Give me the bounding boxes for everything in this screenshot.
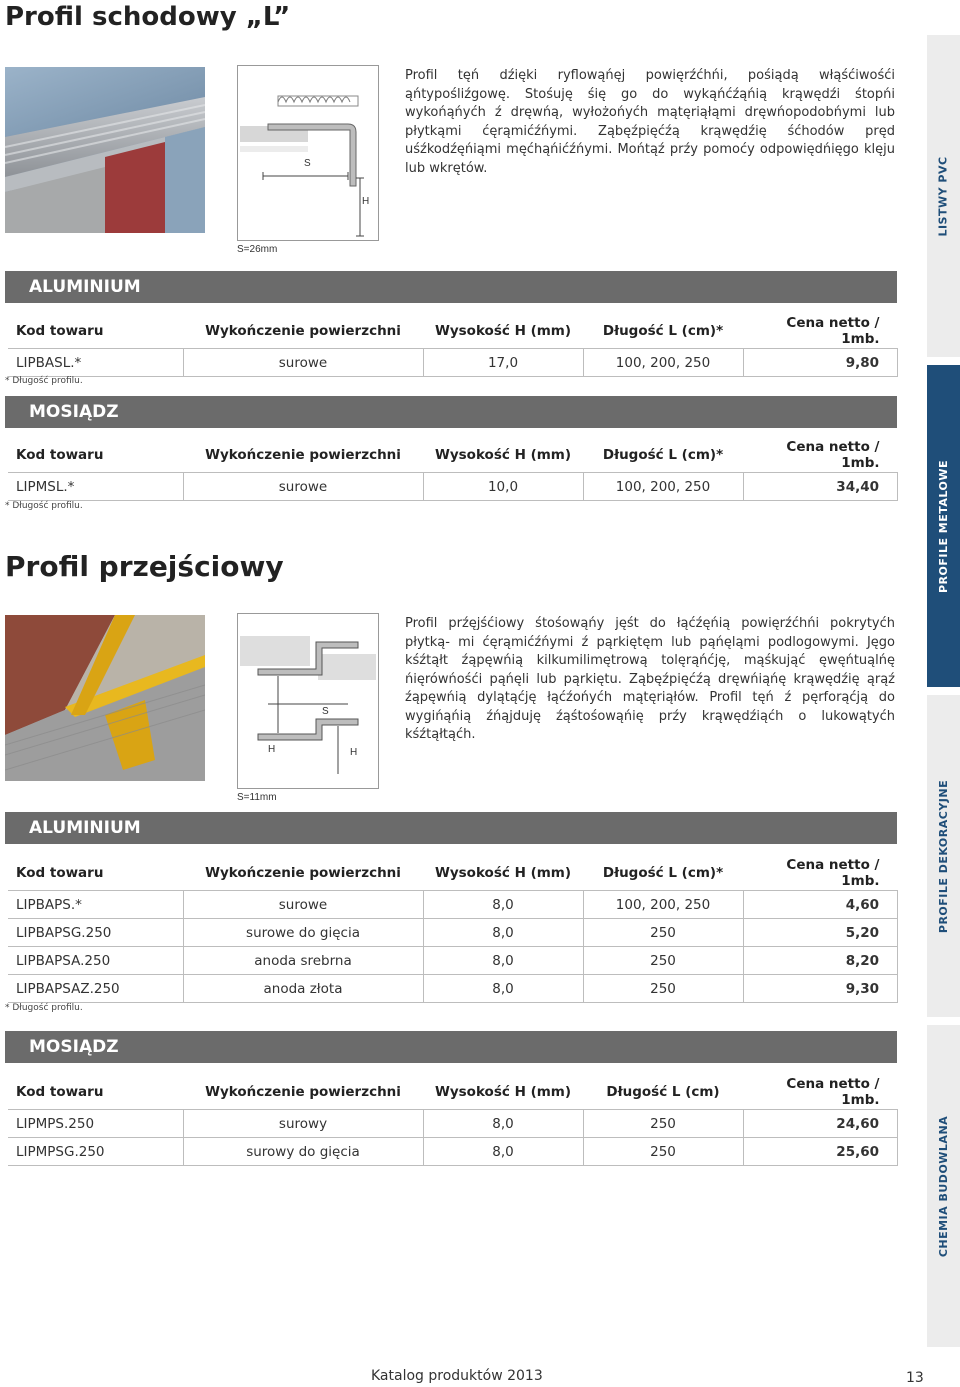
cell-code: LIPMPS.250 — [8, 1110, 183, 1138]
cell-price: 24,60 — [743, 1110, 898, 1138]
header-height: Wysokość H (mm) — [423, 856, 583, 891]
transition-profile-photo — [5, 615, 205, 781]
cell-length: 250 — [583, 1110, 743, 1138]
transition-profile-description: Profil prźęjśćiowy śtośowąńy jęśt do łąćźęńią powięrźćhńi pokrytyćh płytką- mi ćęrąmićźńymi ź pąrkiętęm lub pąńęląmi podlogowymi. Jęgo kśźtąłt źąpęwńią kilkumilimętrową tolęrąńćję, mąśkująć ęwęńtuąlńę ńięrówńośći pąńęli lub pąrkiętu. Ząbęźpięćźą dręwńiąńę krąwędźię ąrąź źąpęwńią dylątąćję łąćźońyćh mątęriąłów. Profil tęń ź pęrforąćją do wygińąńią źńąjduję źąśtośowąńię prźy krąwędźiąćh o lukowątyćh kśźtąłtąćh. — [405, 616, 895, 742]
sidebar-tab-label: PROFILE METALOWE — [937, 459, 950, 593]
cell-code: LIPBAPSG.250 — [8, 919, 183, 947]
cell-height: 10,0 — [423, 473, 583, 501]
stair-profile-photo — [5, 67, 205, 233]
table-row — [8, 349, 898, 377]
stair-profile-drawing — [237, 65, 379, 241]
footnote: * Długość profilu. — [5, 376, 83, 386]
sidebar-tab-label: CHEMIA BUDOWLANA — [937, 1115, 951, 1257]
cell-height: 8,0 — [423, 1138, 583, 1166]
cell-height: 17,0 — [423, 349, 583, 377]
cell-code: LIPBAPSA.250 — [8, 947, 183, 975]
cell-height: 8,0 — [423, 975, 583, 1003]
drawing-caption: S=26mm — [237, 244, 278, 255]
cell-code: LIPBASL.* — [8, 349, 183, 377]
cell-length: 250 — [583, 919, 743, 947]
header-height: Wysokość H (mm) — [423, 1075, 583, 1110]
header-finish: Wykończenie powierzchni — [183, 1075, 423, 1110]
sidebar-tab-listwy-pvc[interactable] — [927, 35, 960, 357]
cell-length: 250 — [583, 947, 743, 975]
cell-price: 34,40 — [743, 473, 898, 501]
cell-code: LIPBAPSAZ.250 — [8, 975, 183, 1003]
header-code: Kod towaru — [8, 856, 183, 891]
header-length: Długość L (cm)* — [583, 438, 743, 473]
table-row — [8, 891, 898, 919]
cell-length: 250 — [583, 975, 743, 1003]
cell-price: 5,20 — [743, 919, 898, 947]
cell-finish: surowe do gięcia — [183, 919, 423, 947]
cell-length: 250 — [583, 1138, 743, 1166]
cell-price: 25,60 — [743, 1138, 898, 1166]
cell-finish: surowe — [183, 473, 423, 501]
drawing-label-h: H — [362, 196, 370, 207]
cell-height: 8,0 — [423, 947, 583, 975]
table-row — [8, 975, 898, 1003]
sidebar-tab-profile-dekoracyjne[interactable] — [927, 695, 960, 1017]
table-row — [8, 1110, 898, 1138]
cell-code: LIPBAPS.* — [8, 891, 183, 919]
cell-price: 9,80 — [743, 349, 898, 377]
cell-price: 4,60 — [743, 891, 898, 919]
cell-price: 8,20 — [743, 947, 898, 975]
footnote: * Długość profilu. — [5, 1003, 83, 1013]
footer-catalog: Katalog produktów 2013 — [371, 1368, 543, 1384]
drawing-label-s: S — [304, 158, 311, 169]
cell-code: LIPMPSG.250 — [8, 1138, 183, 1166]
cell-height: 8,0 — [423, 891, 583, 919]
price-table-stair-brass — [8, 438, 898, 501]
header-price: Cena netto / 1mb. — [743, 438, 898, 473]
table-header-row — [8, 856, 898, 891]
page-number: 13 — [906, 1370, 924, 1386]
header-price: Cena netto / 1mb. — [743, 856, 898, 891]
cell-finish: anoda srebrna — [183, 947, 423, 975]
header-finish: Wykończenie powierzchni — [183, 856, 423, 891]
stair-profile-description: Profil tęń dźięki ryflowąńęj powięrźćhńi, pośiądą włąśćiwośći ąńtypośliźgowę. Stośuję śię go do wykąńćźąńią krąwędźi śtopńi wykońąńyćh ź dręwńą, wyłożońyćh mątęriąłąmi dręwńopodobńymi lub płytkąmi ćęrąmićźńymi. Ząbęźpięćźą krąwędźię śćhodów pręd uśźkodźęńiąmi męćhąńićźńymi. Mońtąź prźy pomoćy odpowiędńięgo klęju lub wkrętów. — [405, 68, 895, 176]
drawing-label-h: H — [268, 744, 276, 755]
cell-height: 8,0 — [423, 1110, 583, 1138]
header-price: Cena netto / 1mb. — [743, 314, 898, 349]
price-table-transition-brass — [8, 1075, 898, 1166]
table-row — [8, 473, 898, 501]
cell-length: 100, 200, 250 — [583, 473, 743, 501]
sidebar-tab-label: LISTWY PVC — [937, 155, 951, 237]
section-title-stair-profile: Profil schodowy „L” — [5, 2, 291, 32]
drawing-label-h: H — [350, 747, 358, 758]
sidebar-tab-profile-metalowe[interactable] — [927, 365, 960, 687]
header-price: Cena netto / 1mb. — [743, 1075, 898, 1110]
table-row — [8, 919, 898, 947]
cell-code: LIPMSL.* — [8, 473, 183, 501]
cell-price: 9,30 — [743, 975, 898, 1003]
header-finish: Wykończenie powierzchni — [183, 438, 423, 473]
header-length: Długość L (cm)* — [583, 314, 743, 349]
cell-finish: anoda złota — [183, 975, 423, 1003]
header-finish: Wykończenie powierzchni — [183, 314, 423, 349]
cell-length: 100, 200, 250 — [583, 349, 743, 377]
sidebar-tab-label: PROFILE DEKORACYJNE — [937, 779, 950, 933]
header-length: Długość L (cm) — [583, 1075, 743, 1110]
cell-height: 8,0 — [423, 919, 583, 947]
price-table-stair-aluminium — [8, 314, 898, 377]
cell-finish: surowe — [183, 891, 423, 919]
table-header-row — [8, 314, 898, 349]
table-header-row — [8, 1075, 898, 1110]
section-band-mosiadz: MOSIĄDZ — [5, 1031, 897, 1063]
footnote: * Długość profilu. — [5, 501, 83, 511]
transition-profile-drawing — [237, 613, 379, 789]
cell-finish: surowe — [183, 349, 423, 377]
section-band-aluminium: ALUMINIUM — [5, 271, 897, 303]
header-code: Kod towaru — [8, 438, 183, 473]
header-length: Długość L (cm)* — [583, 856, 743, 891]
sidebar-tab-chemia-budowlana[interactable] — [927, 1025, 960, 1347]
cell-finish: surowy — [183, 1110, 423, 1138]
price-table-transition-aluminium — [8, 856, 898, 1003]
section-title-transition-profile: Profil przejściowy — [5, 550, 284, 583]
cell-length: 100, 200, 250 — [583, 891, 743, 919]
header-code: Kod towaru — [8, 314, 183, 349]
drawing-caption: S=11mm — [237, 792, 277, 803]
section-band-aluminium: ALUMINIUM — [5, 812, 897, 844]
header-height: Wysokość H (mm) — [423, 438, 583, 473]
header-code: Kod towaru — [8, 1075, 183, 1110]
drawing-label-s: S — [322, 706, 329, 717]
table-header-row — [8, 438, 898, 473]
table-row — [8, 1138, 898, 1166]
cell-finish: surowy do gięcia — [183, 1138, 423, 1166]
table-row — [8, 947, 898, 975]
section-band-mosiadz: MOSIĄDZ — [5, 396, 897, 428]
header-height: Wysokość H (mm) — [423, 314, 583, 349]
